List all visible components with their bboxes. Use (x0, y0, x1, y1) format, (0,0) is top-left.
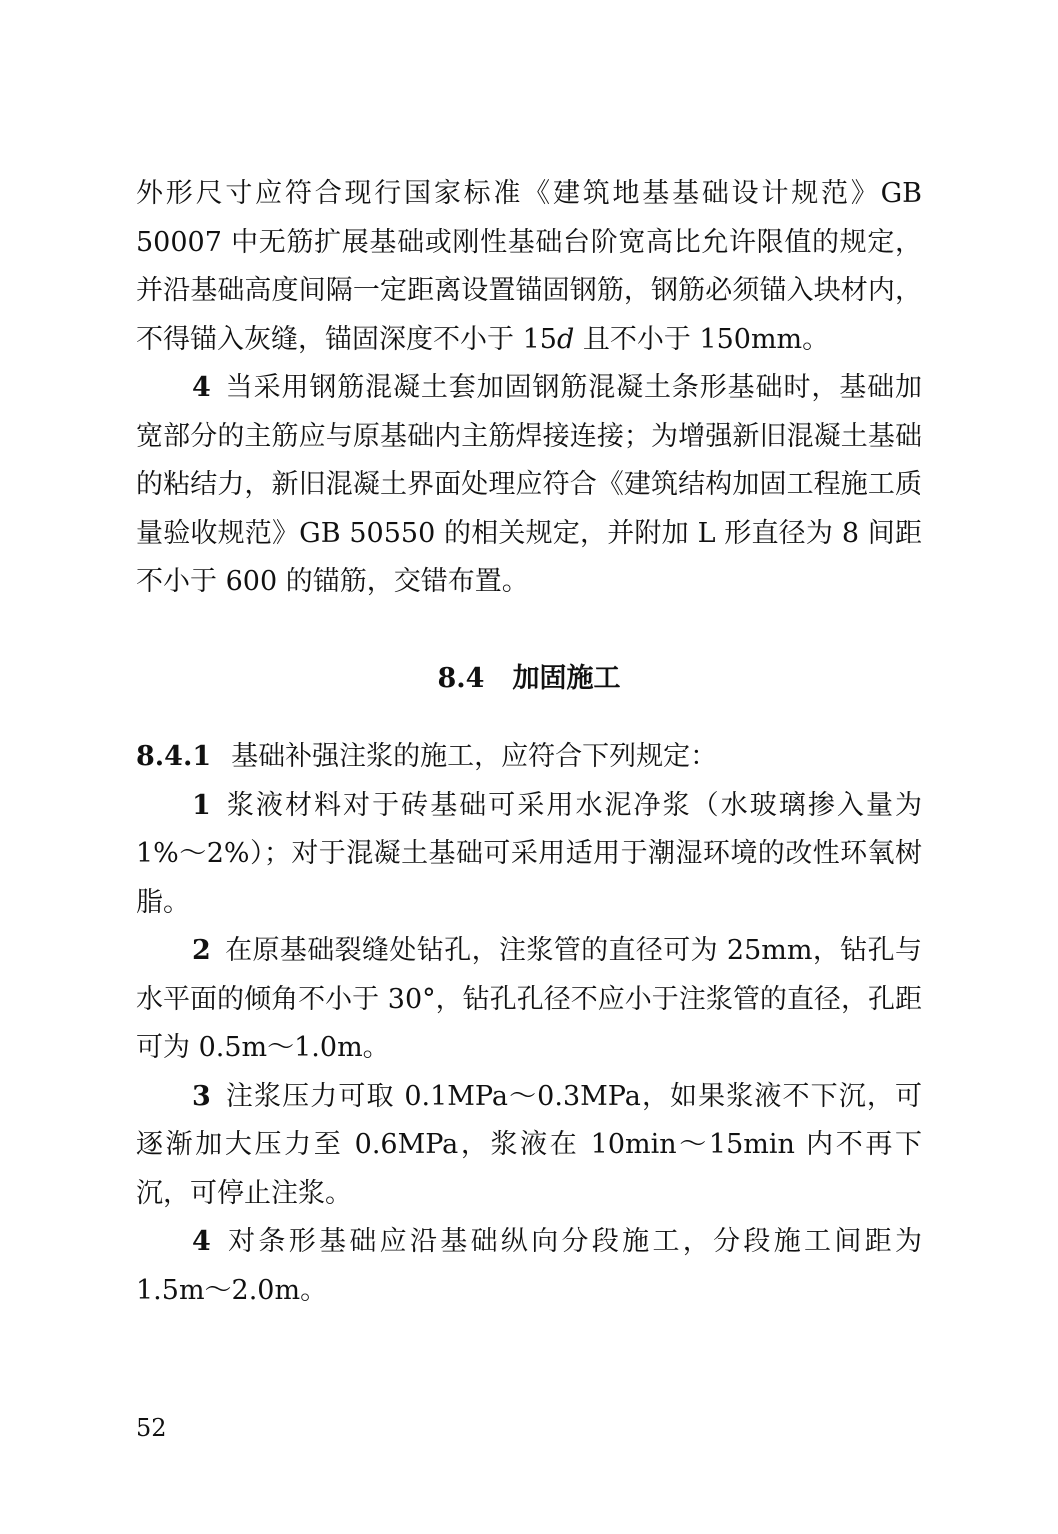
list-item (136, 927, 922, 1073)
page-number: 52 (136, 1414, 167, 1442)
section-heading (136, 655, 922, 704)
item-number: 4 (192, 372, 211, 403)
item-number: 1 (192, 789, 211, 821)
section-title: 加固施工 (512, 662, 621, 694)
list-item-4-reinforcement (136, 364, 922, 607)
clause-number: 8.4.1 (136, 741, 212, 772)
section-number: 8.4 (437, 662, 485, 694)
item-number: 2 (192, 935, 211, 966)
document-page (136, 170, 922, 1315)
item-text: 对条形基础应沿基础纵向分段施工，分段施工间距为 1.5m～2.0m。 (136, 1226, 922, 1306)
continuation-text: 外形尺寸应符合现行国家标准《建筑地基基础设计规范》GB 50007 中无筋扩展基础或刚性基础台阶宽高比允许限值的规定，并沿基础高度间隔一定距离设置锚固钢筋，钢筋必须锚入块材内，不得锚入灰缝，锚固深度不小于 15 (136, 178, 922, 355)
continuation-tail: 且不小于 150mm。 (574, 323, 830, 355)
clause-paragraph (136, 733, 922, 782)
clause-text: 基础补强注浆的施工，应符合下列规定： (231, 741, 718, 772)
item-text: 注浆压力可取 0.1MPa～0.3MPa，如果浆液不下沉，可逐渐加大压力至 0.6MPa，浆液在 10min～15min 内不再下沉，可停止注浆。 (136, 1080, 922, 1209)
item-text: 当采用钢筋混凝土套加固钢筋混凝土条形基础时，基础加宽部分的主筋应与原基础内主筋焊接连接；为增强新旧混凝土基础的粘结力，新旧混凝土界面处理应符合《建筑结构加固工程施工质量验收规范》GB 50550 的相关规定，并附加 L 形直径为 8 间距不小于 600 的锚筋，交错布置。 (136, 372, 922, 597)
list-item (136, 782, 922, 928)
list-item (136, 1073, 922, 1219)
item-text: 在原基础裂缝处钻孔，注浆管的直径可为 25mm，钻孔与水平面的倾角不小于 30°，钻孔孔径不应小于注浆管的直径，孔距可为 0.5m～1.0m。 (136, 935, 922, 1063)
item-number: 3 (192, 1080, 211, 1112)
continuation-paragraph (136, 170, 922, 364)
item-text: 浆液材料对于砖基础可采用水泥净浆（水玻璃掺入量为 1%～2%）；对于混凝土基础可采用适用于潮湿环境的改性环氧树脂。 (136, 789, 922, 918)
list-item (136, 1218, 922, 1315)
item-number: 4 (192, 1226, 211, 1257)
continuation-italic-variable: d (556, 323, 575, 355)
